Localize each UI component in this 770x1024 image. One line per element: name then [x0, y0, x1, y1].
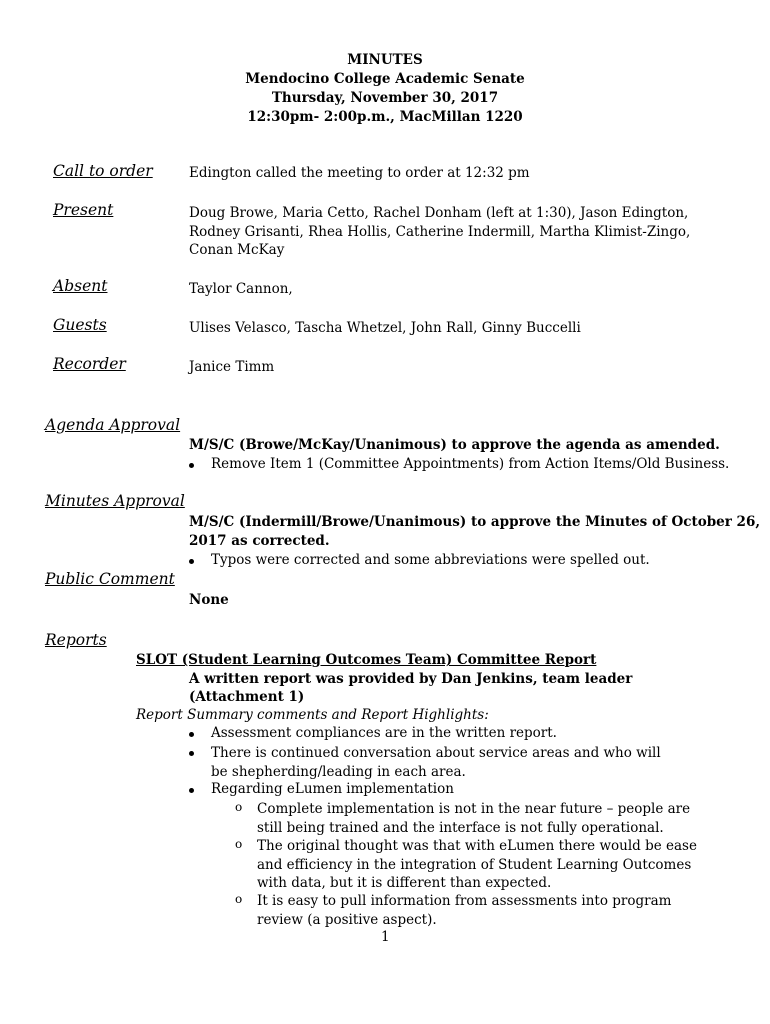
bullet-icon — [189, 559, 194, 564]
meeting-time-location: 12:30pm- 2:00p.m., MacMillan 1220 — [247, 109, 523, 125]
report-bullet-text: Assessment compliances are in the written report. — [211, 725, 557, 741]
report-sub-bullet-text: Complete implementation is not in the near future – people are still being trained and the interface is not fully operational. — [257, 801, 691, 836]
recorder-label: Recorder — [53, 355, 126, 373]
report-bullet-text: There is continued conversation about service areas and who will be shepherding/leading in each area. — [211, 745, 661, 780]
circle-bullet-icon: o — [235, 837, 243, 851]
report-sub-bullet-text: The original thought was that with eLumen there would be ease and efficiency in the integration of Student Learning Outcomes with data, but it is different than expected. — [257, 838, 697, 891]
bullet-icon — [189, 732, 194, 737]
public-comment-value: None — [189, 592, 229, 608]
agenda-approval-motion: M/S/C (Browe/McKay/Unanimous) to approve the agenda as amended. — [189, 437, 720, 453]
absent-label: Absent — [53, 277, 108, 295]
circle-bullet-icon: o — [235, 800, 243, 814]
written-report-line1: A written report was provided by Dan Jenkins, team leader — [189, 671, 633, 687]
guests-value: Ulises Velasco, Tascha Whetzel, John Rall, Ginny Buccelli — [189, 320, 581, 336]
minutes-approval-heading: Minutes Approval — [45, 492, 185, 510]
recorder-value: Janice Timm — [189, 359, 275, 375]
present-label: Present — [53, 201, 114, 219]
report-sub-bullet-text: It is easy to pull information from assessments into program review (a positive aspect). — [257, 893, 672, 928]
slot-report-title: SLOT (Student Learning Outcomes Team) Committee Report — [136, 652, 597, 668]
written-report-line2: (Attachment 1) — [189, 689, 305, 705]
page-number: 1 — [381, 929, 390, 945]
minutes-approval-bullet-text: Typos were corrected and some abbreviations were spelled out. — [211, 552, 650, 568]
present-value: Doug Browe, Maria Cetto, Rachel Donham (left at 1:30), Jason Edington, Rodney Grisanti, Rhea Hollis, Catherine Indermill, Martha Klimist-Zingo, Conan McKay — [189, 205, 691, 258]
org-name: Mendocino College Academic Senate — [245, 71, 525, 87]
call-to-order-label: Call to order — [53, 162, 153, 180]
bullet-icon — [189, 751, 194, 756]
call-to-order-value: Edington called the meeting to order at 12:32 pm — [189, 165, 530, 181]
absent-value: Taylor Cannon, — [189, 281, 293, 297]
report-bullet-text: Regarding eLumen implementation — [211, 781, 454, 797]
minutes-approval-motion-line1: M/S/C (Indermill/Browe/Unanimous) to approve the Minutes of October 26, — [189, 514, 761, 530]
guests-label: Guests — [53, 316, 107, 334]
doc-title: MINUTES — [347, 52, 423, 68]
agenda-approval-bullet-text: Remove Item 1 (Committee Appointments) from Action Items/Old Business. — [211, 456, 730, 472]
meeting-date: Thursday, November 30, 2017 — [271, 90, 499, 106]
circle-bullet-icon: o — [235, 892, 243, 906]
report-summary-intro: Report Summary comments and Report Highlights: — [136, 707, 489, 723]
minutes-approval-motion-line2: 2017 as corrected. — [189, 533, 330, 549]
public-comment-heading: Public Comment — [45, 570, 175, 588]
bullet-icon — [189, 788, 194, 793]
reports-heading: Reports — [45, 631, 107, 649]
agenda-approval-heading: Agenda Approval — [45, 416, 181, 434]
bullet-icon — [189, 463, 194, 468]
